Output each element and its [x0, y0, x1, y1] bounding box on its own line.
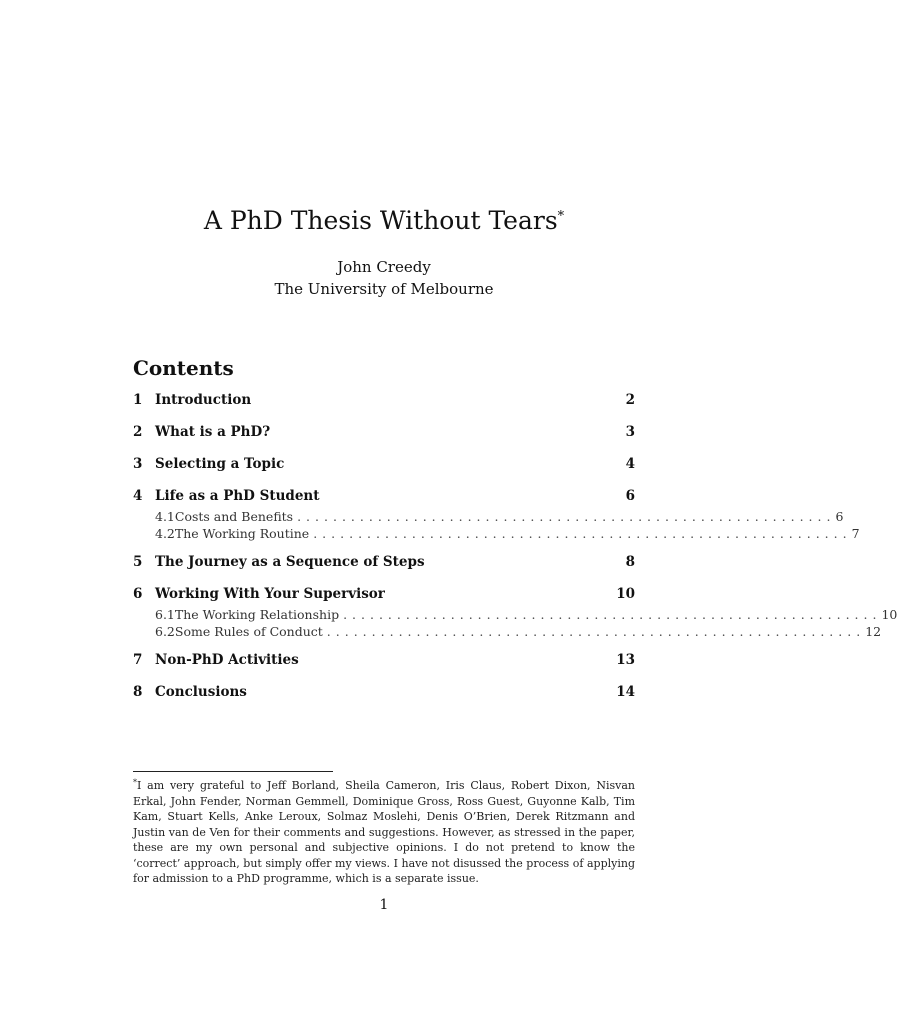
toc-subsection-number: 6.1 [155, 607, 175, 622]
document-title: A PhD Thesis Without Tears* [203, 206, 565, 235]
toc-subsection-title: The Working Routine ............................................................ [174, 526, 852, 541]
toc-section[interactable] [133, 586, 635, 607]
toc-section-page: 8 [625, 554, 635, 570]
author-block [0, 256, 768, 300]
toc-section-number: 8 [133, 684, 143, 700]
toc-section-page: 4 [625, 456, 635, 472]
footnote-marker: * [557, 209, 565, 224]
toc-section[interactable] [133, 488, 635, 509]
toc-subsection[interactable] [133, 624, 882, 641]
toc-subsection[interactable] [133, 526, 860, 543]
author-affiliation: The University of Melbourne [274, 280, 494, 298]
toc-subsection-title: The Working Relationship ............................................................ [174, 607, 882, 622]
toc-section-number: 5 [133, 554, 143, 570]
toc-subsection-page: 12 [865, 624, 882, 639]
toc-section-number: 3 [133, 456, 143, 472]
toc-section[interactable] [133, 456, 635, 477]
toc-section-page: 3 [625, 424, 635, 440]
toc-leader-dots: ............................................................ [326, 624, 866, 639]
contents-heading: Contents [133, 356, 234, 380]
table-of-contents [133, 392, 897, 705]
toc-section[interactable] [133, 424, 635, 445]
toc-subsection-number: 4.1 [155, 509, 175, 524]
footnote-text: I am very grateful to Jeff Borland, Sheila Cameron, Iris Claus, Robert Dixon, Nisvan Erkal, John Fender, Norman Gemmell, Dominique Gross, Ross Guest, Guyonne Kalb, Tim Kam, Stuart Kells, Anke Leroux, Solmaz Moslehi, Denis O’Brien, Derek Ritzmann and Justin van de Ven for their comments and suggestions. However, as stressed in the paper, these are my own personal and subjective opinions. I do not pretend to know the ‘correct’ approach, but simply offer my views. I have not disussed the process of applying for admission to a PhD programme, which is a separate issue. [133, 779, 635, 885]
toc-subsection-page: 6 [835, 509, 844, 524]
toc-leader-dots: ............................................................ [297, 509, 836, 524]
toc-section-number: 4 [133, 488, 143, 504]
toc-subsection-page: 7 [851, 526, 860, 541]
toc-section[interactable] [133, 554, 635, 575]
toc-section-number: 2 [133, 424, 143, 440]
toc-section[interactable] [133, 652, 635, 673]
toc-subsection-page: 10 [881, 607, 897, 622]
toc-leader-dots: ............................................................ [343, 607, 882, 622]
toc-section-title: Selecting a Topic [155, 456, 285, 472]
toc-section-title: Working With Your Supervisor [155, 586, 385, 602]
toc-section-title: What is a PhD? [155, 424, 271, 440]
toc-subsection-title: Costs and Benefits ............................................................ [174, 509, 836, 524]
toc-leader-dots: ............................................................ [313, 526, 852, 541]
footnote [133, 775, 635, 887]
toc-section[interactable] [133, 684, 635, 705]
author-name: John Creedy [337, 258, 431, 276]
toc-section-page: 13 [616, 652, 635, 668]
toc-section[interactable] [133, 392, 635, 413]
page-number: 1 [379, 897, 389, 913]
toc-section-number: 1 [133, 392, 143, 408]
toc-section-page: 2 [625, 392, 635, 408]
footnote-mark: * [133, 778, 137, 787]
toc-subsection-number: 4.2 [155, 526, 175, 541]
toc-section-title: Life as a PhD Student [155, 488, 320, 504]
footnote-rule [133, 771, 333, 772]
toc-section-title: Introduction [155, 392, 252, 408]
toc-subsection[interactable] [133, 509, 844, 526]
toc-section-title: Conclusions [155, 684, 247, 700]
toc-subsection-number: 6.2 [155, 624, 175, 639]
toc-subsection[interactable] [133, 607, 897, 624]
toc-section-page: 10 [616, 586, 635, 602]
toc-section-number: 7 [133, 652, 143, 668]
toc-section-title: The Journey as a Sequence of Steps [155, 554, 425, 570]
toc-subsection-title: Some Rules of Conduct ............................................................ [174, 624, 866, 639]
toc-section-page: 14 [616, 684, 635, 700]
toc-section-page: 6 [625, 488, 635, 504]
toc-section-title: Non-PhD Activities [155, 652, 299, 668]
toc-section-number: 6 [133, 586, 143, 602]
